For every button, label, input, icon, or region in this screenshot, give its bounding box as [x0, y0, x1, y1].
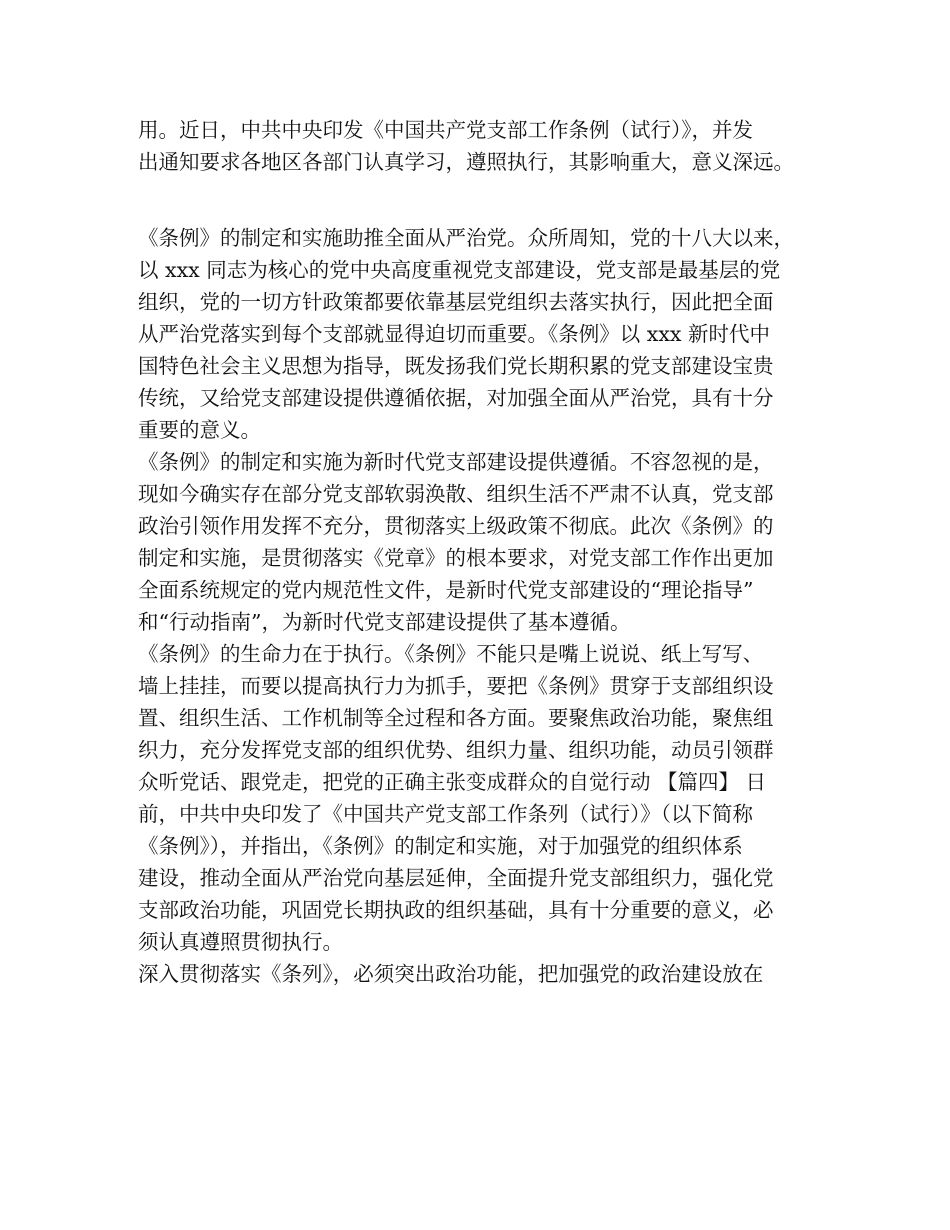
text-line: 和“行动指南”，为新时代党支部建设提供了基本遵循。: [138, 610, 631, 634]
text-line: 制定和实施，是贯彻落实《党章》的根本要求，对党支部工作作出更加: [138, 546, 774, 570]
text-line: 支部政治功能，巩固党长期执政的组织基础，具有十分重要的意义，必: [138, 898, 774, 922]
text-line: 众听党话、跟党走，把党的正确主张变成群众的自觉行动 【篇四】 日: [138, 770, 767, 794]
text-line: 政治引领作用发挥不充分，贯彻落实上级政策不彻底。此次《条例》的: [138, 514, 774, 538]
text-line: 现如今确实存在部分党支部软弱涣散、组织生活不严肃不认真，党支部: [138, 482, 774, 506]
paragraph-block-body: [138, 222, 828, 990]
text-line: 建设，推动全面从严治党向基层延伸，全面提升党支部组织力，强化党: [138, 866, 774, 890]
text-line: 以 xxx 同志为核心的党中央高度重视党支部建设，党支部是最基层的党: [138, 258, 781, 282]
text-line: 织力，充分发挥党支部的组织优势、组织力量、组织功能，动员引领群: [138, 738, 774, 762]
text-line: 从严治党落实到每个支部就显得迫切而重要。《条例》以 xxx 新时代中: [138, 322, 770, 346]
text-line: 重要的意义。: [138, 418, 261, 442]
text-line: 全面系统规定的党内规范性文件，是新时代党支部建设的“理论指导”: [138, 578, 754, 602]
text-line: 须认真遵照贯彻执行。: [138, 930, 343, 954]
paragraph-block-intro: [138, 114, 828, 178]
text-line: 组织，党的一切方针政策都要依靠基层党组织去落实执行，因此把全面: [138, 290, 774, 314]
text-line: 《条例》的制定和实施为新时代党支部建设提供遵循。不容忽视的是，: [138, 450, 774, 474]
text-line: 传统，又给党支部建设提供遵循依据，对加强全面从严治党，具有十分: [138, 386, 774, 410]
text-line: 《条例》），并指出，《条例》的制定和实施，对于加强党的组织体系: [138, 834, 743, 858]
text-line: 前，中共中央印发了《中国共产党支部工作条列（试行）》（以下简称: [138, 802, 753, 826]
text-line: 置、组织生活、工作机制等全过程和各方面。要聚焦政治功能，聚焦组: [138, 706, 774, 730]
text-line: 出通知要求各地区各部门认真学习，遵照执行，其影响重大，意义深远。: [138, 150, 794, 174]
text-line: 《条例》的生命力在于执行。《条例》不能只是嘴上说说、纸上写写、: [138, 642, 764, 666]
text-line: 《条例》的制定和实施助推全面从严治党。众所周知，党的十八大以来，: [138, 226, 794, 250]
text-line: 用。近日，中共中央印发《中国共产党支部工作条例（试行）》，并发: [138, 118, 753, 142]
text-line: 国特色社会主义思想为指导，既发扬我们党长期积累的党支部建设宝贵: [138, 354, 774, 378]
text-line: 深入贯彻落实《条列》，必须突出政治功能，把加强党的政治建设放在: [138, 962, 764, 986]
text-line: 墙上挂挂，而要以提高执行力为抓手，要把《条例》贯穿于支部组织设: [138, 674, 774, 698]
